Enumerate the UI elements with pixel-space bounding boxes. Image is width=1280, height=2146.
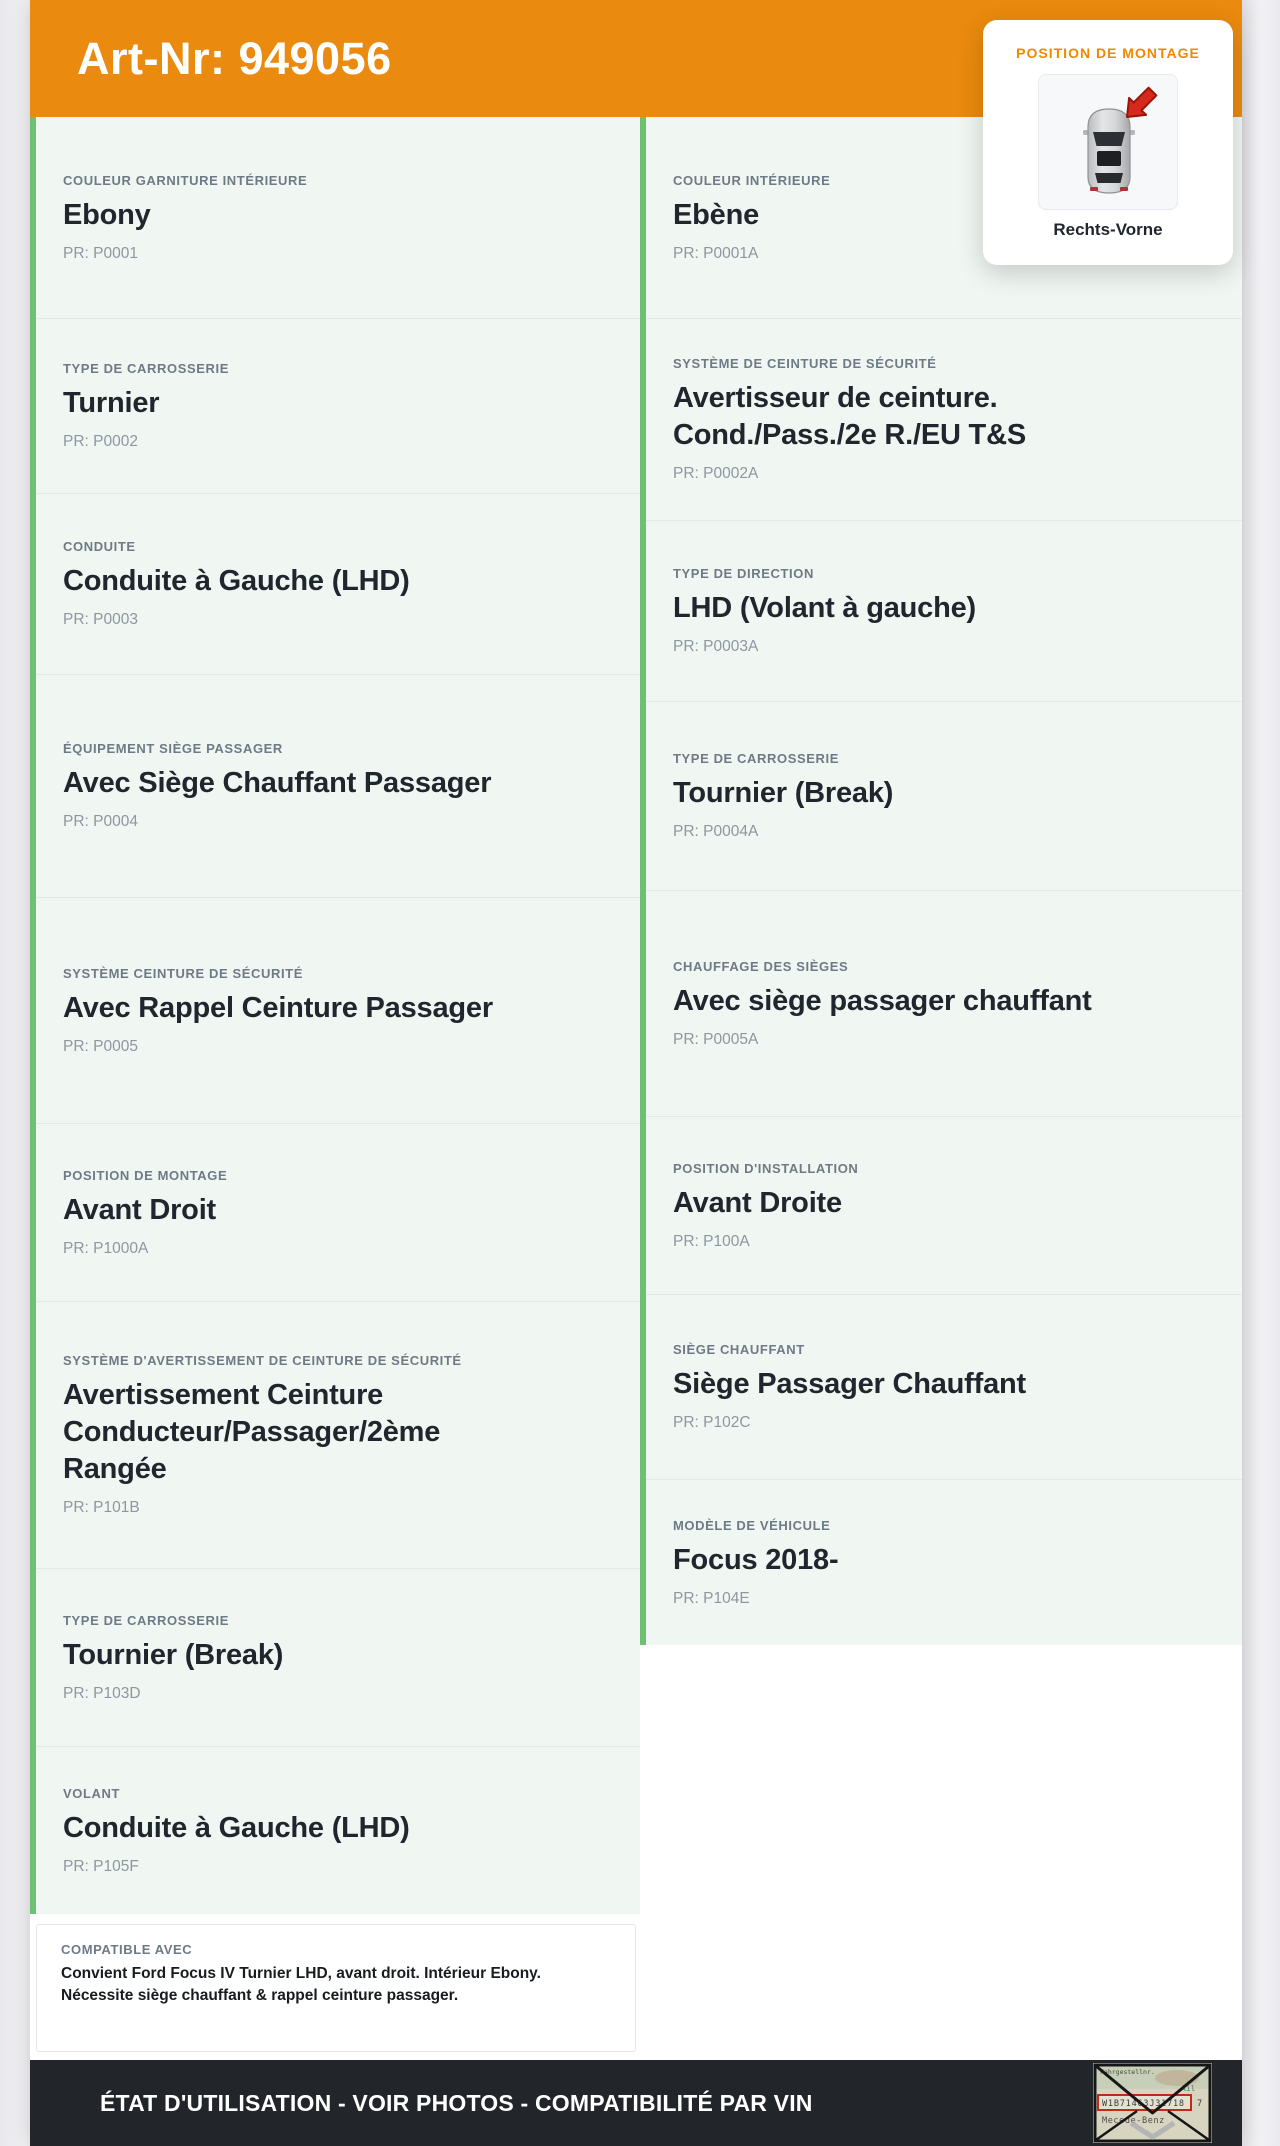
attribute-label: SIÈGE CHAUFFANT <box>673 1342 805 1357</box>
attribute-value: Avertissement Ceinture Conducteur/Passager/2ème Rangée <box>63 1379 441 1485</box>
attribute-label: TYPE DE DIRECTION <box>673 566 814 581</box>
attribute-pr-code: PR: P104E <box>673 1589 750 1607</box>
vin-number-text: W1B71463J31718 <box>1102 2099 1185 2109</box>
attribute-pr-code: PR: P0001A <box>673 244 759 262</box>
car-position-image-frame <box>1038 74 1178 210</box>
attribute-value: Avant Droite <box>673 1186 842 1219</box>
attribute-card <box>646 318 1242 520</box>
attribute-card <box>646 520 1242 701</box>
compatibility-label: COMPATIBLE AVEC <box>61 1942 193 1957</box>
attribute-value: Avant Droit <box>63 1193 217 1226</box>
attribute-card <box>646 1116 1242 1294</box>
compatibility-card <box>36 1924 636 2052</box>
attribute-pr-code: PR: P0005 <box>63 1037 138 1055</box>
left-taillight <box>1090 187 1098 191</box>
attribute-label: TYPE DE CARROSSERIE <box>63 1612 229 1628</box>
attribute-value: Tournier (Break) <box>673 777 894 809</box>
attribute-label: CONDUITE <box>63 539 136 554</box>
attribute-label: SYSTÈME D'AVERTISSEMENT DE CEINTURE DE SÉCURITÉ <box>63 1353 462 1368</box>
car-top-view-image <box>1039 75 1178 210</box>
attribute-card <box>36 1123 640 1301</box>
attribute-value: Focus 2018- <box>673 1543 839 1576</box>
attribute-pr-code: PR: P0004A <box>673 823 759 840</box>
article-number-title: Art-Nr: 949056 <box>77 32 392 84</box>
attribute-card <box>646 890 1242 1116</box>
attribute-card <box>36 493 640 674</box>
attribute-columns <box>30 117 1242 1914</box>
attribute-card <box>646 1479 1242 1645</box>
attribute-pr-code: PR: P0002A <box>673 465 759 482</box>
attribute-label: TYPE DE CARROSSERIE <box>63 361 229 376</box>
vin-sticker-top-label: Fahrgestellnr. <box>1100 2068 1155 2076</box>
attribute-label: COULEUR INTÉRIEURE <box>673 172 831 188</box>
vin-sticker-note: Ail <box>1181 2084 1196 2093</box>
attribute-label: TYPE DE CARROSSERIE <box>673 751 839 766</box>
attribute-value: Avec siège passager chauffant <box>673 984 1092 1017</box>
attribute-pr-code: PR: P103D <box>63 1684 141 1702</box>
mounting-position-card <box>983 20 1233 265</box>
attribute-label: POSITION DE MONTAGE <box>63 1167 228 1183</box>
attribute-value: LHD (Volant à gauche) <box>673 592 977 624</box>
attribute-pr-code: PR: P0003 <box>63 611 138 628</box>
attribute-card <box>36 1746 640 1914</box>
attribute-value: Conduite à Gauche (LHD) <box>63 565 410 597</box>
mounting-position-label: POSITION DE MONTAGE <box>1016 45 1200 61</box>
attribute-label: SYSTÈME DE CEINTURE DE SÉCURITÉ <box>673 356 937 371</box>
attribute-label: CHAUFFAGE DES SIÈGES <box>673 958 849 974</box>
attribute-pr-code: PR: P0005A <box>673 1030 759 1048</box>
attribute-value: Ebène <box>673 198 760 231</box>
attribute-card <box>36 897 640 1123</box>
rear-window <box>1095 173 1123 183</box>
attribute-card <box>36 117 640 318</box>
attribute-value: Ebony <box>63 198 151 231</box>
attribute-pr-code: PR: P0003A <box>673 638 759 655</box>
vin-sticker-envelope-image <box>1093 2063 1212 2143</box>
attribute-label: POSITION D'INSTALLATION <box>673 1160 859 1176</box>
windshield <box>1093 132 1125 146</box>
attribute-value: Tournier (Break) <box>63 1638 284 1671</box>
attribute-card <box>36 1568 640 1746</box>
mounting-position-value: Rechts-Vorne <box>1053 220 1163 239</box>
attribute-value: Siège Passager Chauffant <box>673 1368 1026 1400</box>
attribute-card <box>36 1301 640 1568</box>
attribute-pr-code: PR: P102C <box>673 1414 751 1431</box>
attribute-card <box>646 701 1242 890</box>
attribute-label: MODÈLE DE VÉHICULE <box>673 1517 831 1533</box>
attribute-label: COULEUR GARNITURE INTÉRIEURE <box>63 172 308 188</box>
footer-bar <box>30 2060 1242 2146</box>
attribute-pr-code: PR: P100A <box>673 1232 750 1250</box>
attribute-card <box>646 1294 1242 1479</box>
attribute-column-right <box>640 117 1242 1645</box>
compatibility-text: Convient Ford Focus IV Turnier LHD, avant droit. Intérieur Ebony. Nécessite siège chauffant & rappel ceinture passager. <box>61 1965 541 2004</box>
attribute-value: Conduite à Gauche (LHD) <box>63 1811 410 1844</box>
attribute-pr-code: PR: P101B <box>63 1499 140 1516</box>
attribute-value: Avec Siège Chauffant Passager <box>63 767 492 799</box>
attribute-pr-code: PR: P0002 <box>63 433 138 450</box>
attribute-pr-code: PR: P105F <box>63 1857 139 1875</box>
attribute-card <box>36 674 640 897</box>
sunroof <box>1097 151 1121 166</box>
attribute-value: Avec Rappel Ceinture Passager <box>63 991 493 1024</box>
attribute-label: ÉQUIPEMENT SIÈGE PASSAGER <box>63 741 283 756</box>
attribute-value: Avertisseur de ceinture. Cond./Pass./2e R./EU T&S <box>673 382 1026 451</box>
vin-brand-text: Mecede-Benz <box>1102 2116 1165 2126</box>
attribute-card <box>36 318 640 493</box>
attribute-value: Turnier <box>63 387 160 419</box>
attribute-label: SYSTÈME CEINTURE DE SÉCURITÉ <box>63 965 303 981</box>
attribute-pr-code: PR: P0004 <box>63 813 138 830</box>
vin-suffix-text: 7 <box>1197 2099 1203 2109</box>
attribute-column-left <box>30 117 640 1914</box>
attribute-pr-code: PR: P1000A <box>63 1239 149 1257</box>
listing-panel <box>30 0 1242 2146</box>
footer-text: ÉTAT D'UTILISATION - VOIR PHOTOS - COMPATIBILITÉ PAR VIN <box>100 2089 813 2116</box>
attribute-label: VOLANT <box>63 1785 121 1801</box>
attribute-pr-code: PR: P0001 <box>63 244 138 262</box>
right-taillight <box>1120 187 1128 191</box>
